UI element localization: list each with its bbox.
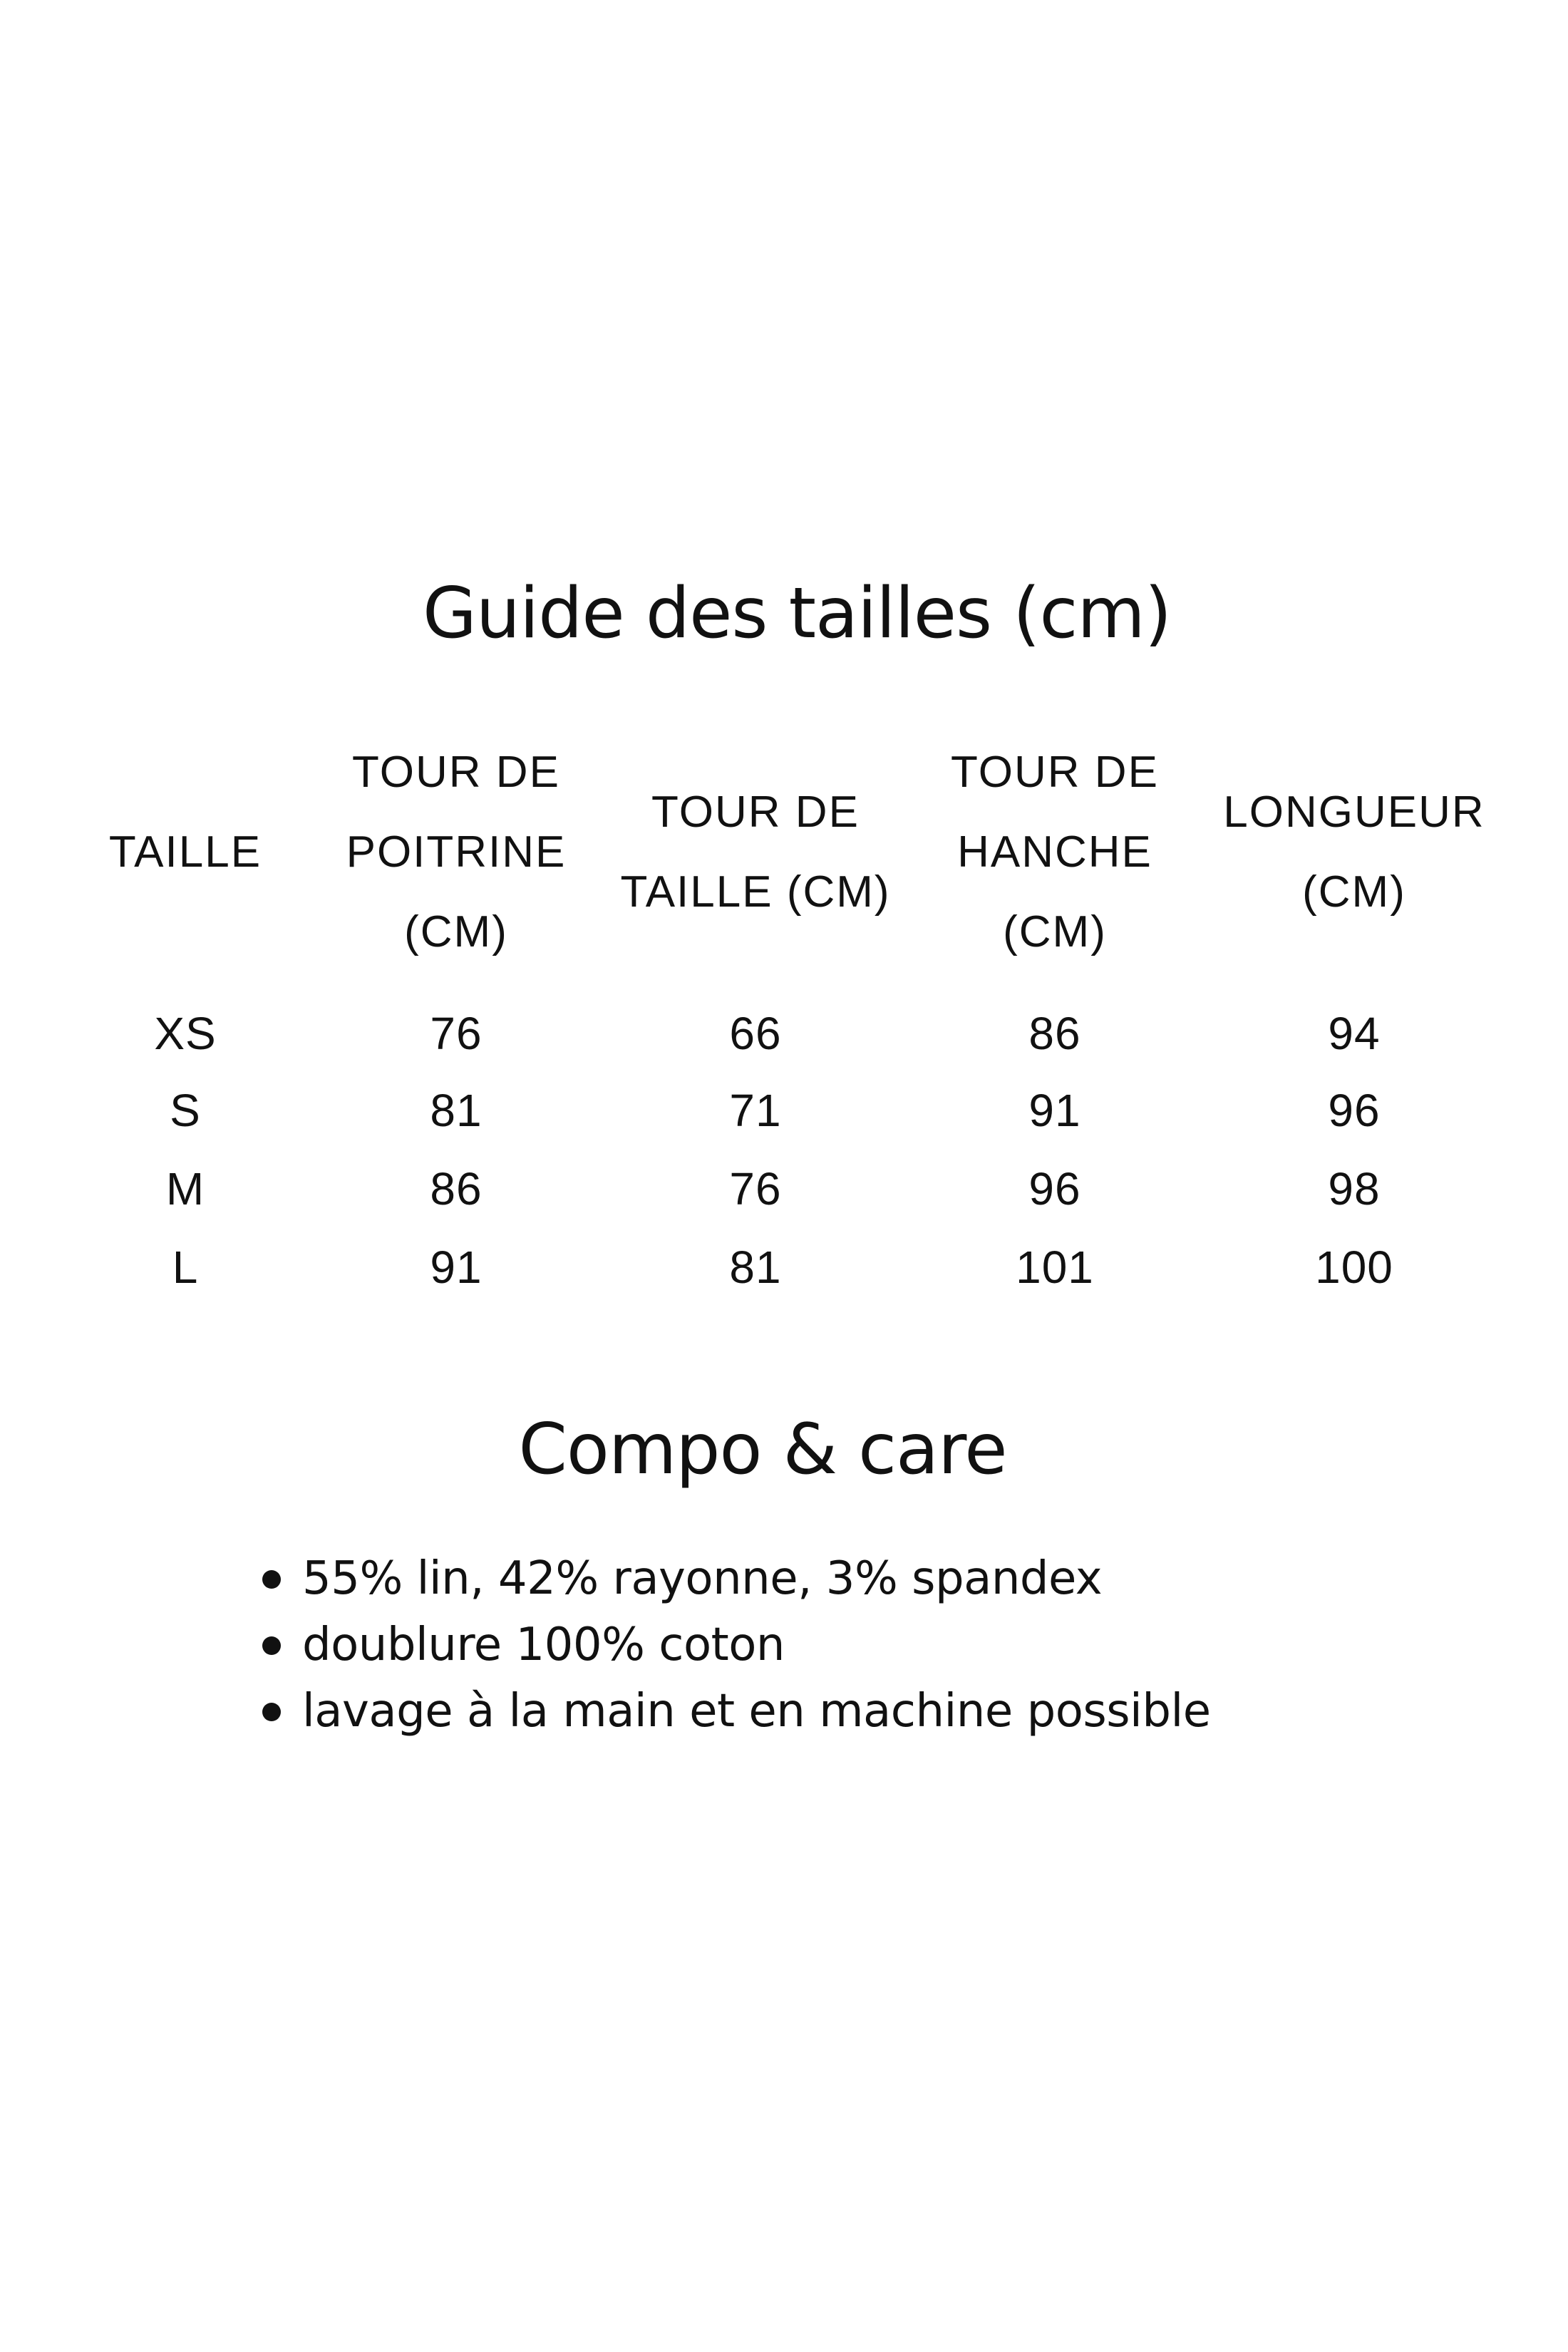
longueur-cell: 96	[1328, 1085, 1381, 1136]
poitrine-cell: 86	[430, 1163, 483, 1214]
col-header-poitrine	[328, 733, 584, 972]
size-cell: S	[170, 1085, 201, 1136]
header-line: TAILLE (CM)	[620, 867, 891, 917]
bullet-icon	[262, 1636, 281, 1655]
care-item-text: doublure 100% coton	[302, 1619, 785, 1671]
size-cell: M	[165, 1163, 205, 1214]
col-header-hanche	[927, 733, 1183, 972]
header-line: LONGUEUR	[1223, 788, 1485, 837]
poitrine-cell: 76	[430, 1008, 483, 1059]
bullet-icon	[262, 1703, 281, 1721]
care-item-text: 55% lin, 42% rayonne, 3% spandex	[302, 1552, 1103, 1605]
taille-cell: 76	[729, 1163, 782, 1214]
hanche-cell: 101	[1016, 1242, 1094, 1293]
header-line: TOUR DE	[951, 748, 1159, 797]
col-header-taille	[71, 813, 299, 892]
col-header-longueur	[1212, 773, 1497, 932]
taille-cell: 81	[729, 1242, 782, 1293]
hanche-cell: 91	[1028, 1085, 1081, 1136]
longueur-cell: 94	[1328, 1008, 1381, 1059]
longueur-cell: 100	[1315, 1242, 1393, 1293]
col-header-taille-cm	[613, 773, 898, 932]
size-cell: XS	[154, 1008, 217, 1059]
header-line: TOUR DE	[651, 788, 860, 837]
taille-cell: 71	[729, 1085, 782, 1136]
longueur-cell: 98	[1328, 1163, 1381, 1214]
size-cell: L	[172, 1242, 199, 1293]
poitrine-cell: 91	[430, 1242, 483, 1293]
header-line: (CM)	[404, 907, 508, 956]
hanche-cell: 96	[1028, 1163, 1081, 1214]
poitrine-cell: 81	[430, 1085, 483, 1136]
care-item-text: lavage à la main et en machine possible	[302, 1685, 1211, 1738]
header-line: TOUR DE	[352, 748, 560, 797]
compo-care-title: Compo & care	[518, 1409, 1007, 1490]
header-line: POITRINE	[346, 827, 567, 877]
size-guide-title: Guide des tailles (cm)	[422, 573, 1172, 654]
header-line: (CM)	[1302, 867, 1406, 917]
header-line: HANCHE	[957, 827, 1152, 877]
header-line: (CM)	[1003, 907, 1107, 956]
hanche-cell: 86	[1028, 1008, 1081, 1059]
header-line: TAILLE	[108, 827, 262, 877]
bullet-icon	[262, 1570, 281, 1589]
taille-cell: 66	[729, 1008, 782, 1059]
